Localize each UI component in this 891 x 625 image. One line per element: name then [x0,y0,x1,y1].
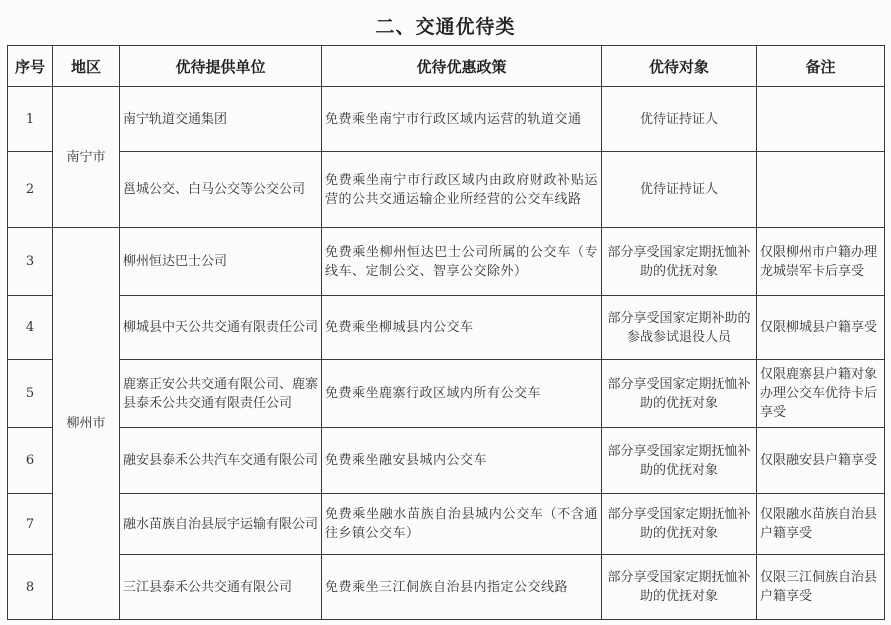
table-row [8,296,885,360]
region-cell: 柳州市 [53,228,120,620]
row-policy: 免费乘坐融水苗族自治县城内公交车（不含通往乡镇公交车） [322,494,602,555]
row-unit: 融安县泰禾公共汽车交通有限公司 [120,428,322,494]
row-target: 部分享受国家定期抚恤补助的优抚对象 [602,360,757,428]
row-policy: 免费乘坐南宁市行政区域内由政府财政补贴运营的公共交通运输企业所经营的公交车线路 [322,152,602,228]
row-no: 6 [8,428,53,494]
table-row [8,228,885,296]
region-cell: 南宁市 [53,87,120,228]
header-target: 优待对象 [602,46,757,87]
row-target: 部分享受国家定期抚恤补助的优抚对象 [602,228,757,296]
header-no: 序号 [8,46,53,87]
row-unit: 融水苗族自治县辰宇运输有限公司 [120,494,322,555]
row-unit: 柳城县中天公共交通有限责任公司 [120,296,322,360]
row-target: 部分享受国家定期抚恤补助的优抚对象 [602,428,757,494]
table-row [8,555,885,620]
row-no: 5 [8,360,53,428]
row-unit: 南宁轨道交通集团 [120,87,322,152]
row-target: 部分享受国家定期抚恤补助的优抚对象 [602,555,757,620]
row-no: 4 [8,296,53,360]
traffic-benefits-table [7,45,885,620]
row-policy: 免费乘坐柳州恒达巴士公司所属的公交车（专线车、定制公交、智享公交除外） [322,228,602,296]
row-note [757,152,885,228]
table-row [8,428,885,494]
row-target: 部分享受国家定期抚恤补助的优抚对象 [602,494,757,555]
row-policy: 免费乘坐鹿寨行政区域内所有公交车 [322,360,602,428]
row-note: 仅限三江侗族自治县户籍享受 [757,555,885,620]
row-policy: 免费乘坐三江侗族自治县内指定公交线路 [322,555,602,620]
row-no: 1 [8,87,53,152]
header-policy: 优待优惠政策 [322,46,602,87]
row-policy: 免费乘坐南宁市行政区域内运营的轨道交通 [322,87,602,152]
row-no: 8 [8,555,53,620]
row-target: 优待证持证人 [602,152,757,228]
table-header-row [8,46,885,87]
table-row [8,494,885,555]
header-note: 备注 [757,46,885,87]
row-no: 3 [8,228,53,296]
header-region: 地区 [53,46,120,87]
table-row [8,152,885,228]
row-unit: 柳州恒达巴士公司 [120,228,322,296]
row-no: 7 [8,494,53,555]
row-no: 2 [8,152,53,228]
row-note: 仅限鹿寨县户籍对象办理公交车优待卡后享受 [757,360,885,428]
row-policy: 免费乘坐融安县城内公交车 [322,428,602,494]
row-policy: 免费乘坐柳城县内公交车 [322,296,602,360]
row-note [757,87,885,152]
row-target: 优待证持证人 [602,87,757,152]
table-row [8,87,885,152]
page-title: 二、交通优待类 [375,16,516,38]
row-note: 仅限融安县户籍享受 [757,428,885,494]
row-unit: 三江县泰禾公共交通有限公司 [120,555,322,620]
row-target: 部分享受国家定期补助的参战参试退役人员 [602,296,757,360]
header-unit: 优待提供单位 [120,46,322,87]
row-unit: 邕城公交、白马公交等公交公司 [120,152,322,228]
row-note: 仅限柳城县户籍享受 [757,296,885,360]
row-unit: 鹿寨正安公共交通有限公司、鹿寨县泰禾公共交通有限责任公司 [120,360,322,428]
table-row [8,360,885,428]
row-note: 仅限柳州市户籍办理龙城崇军卡后享受 [757,228,885,296]
row-note: 仅限融水苗族自治县户籍享受 [757,494,885,555]
